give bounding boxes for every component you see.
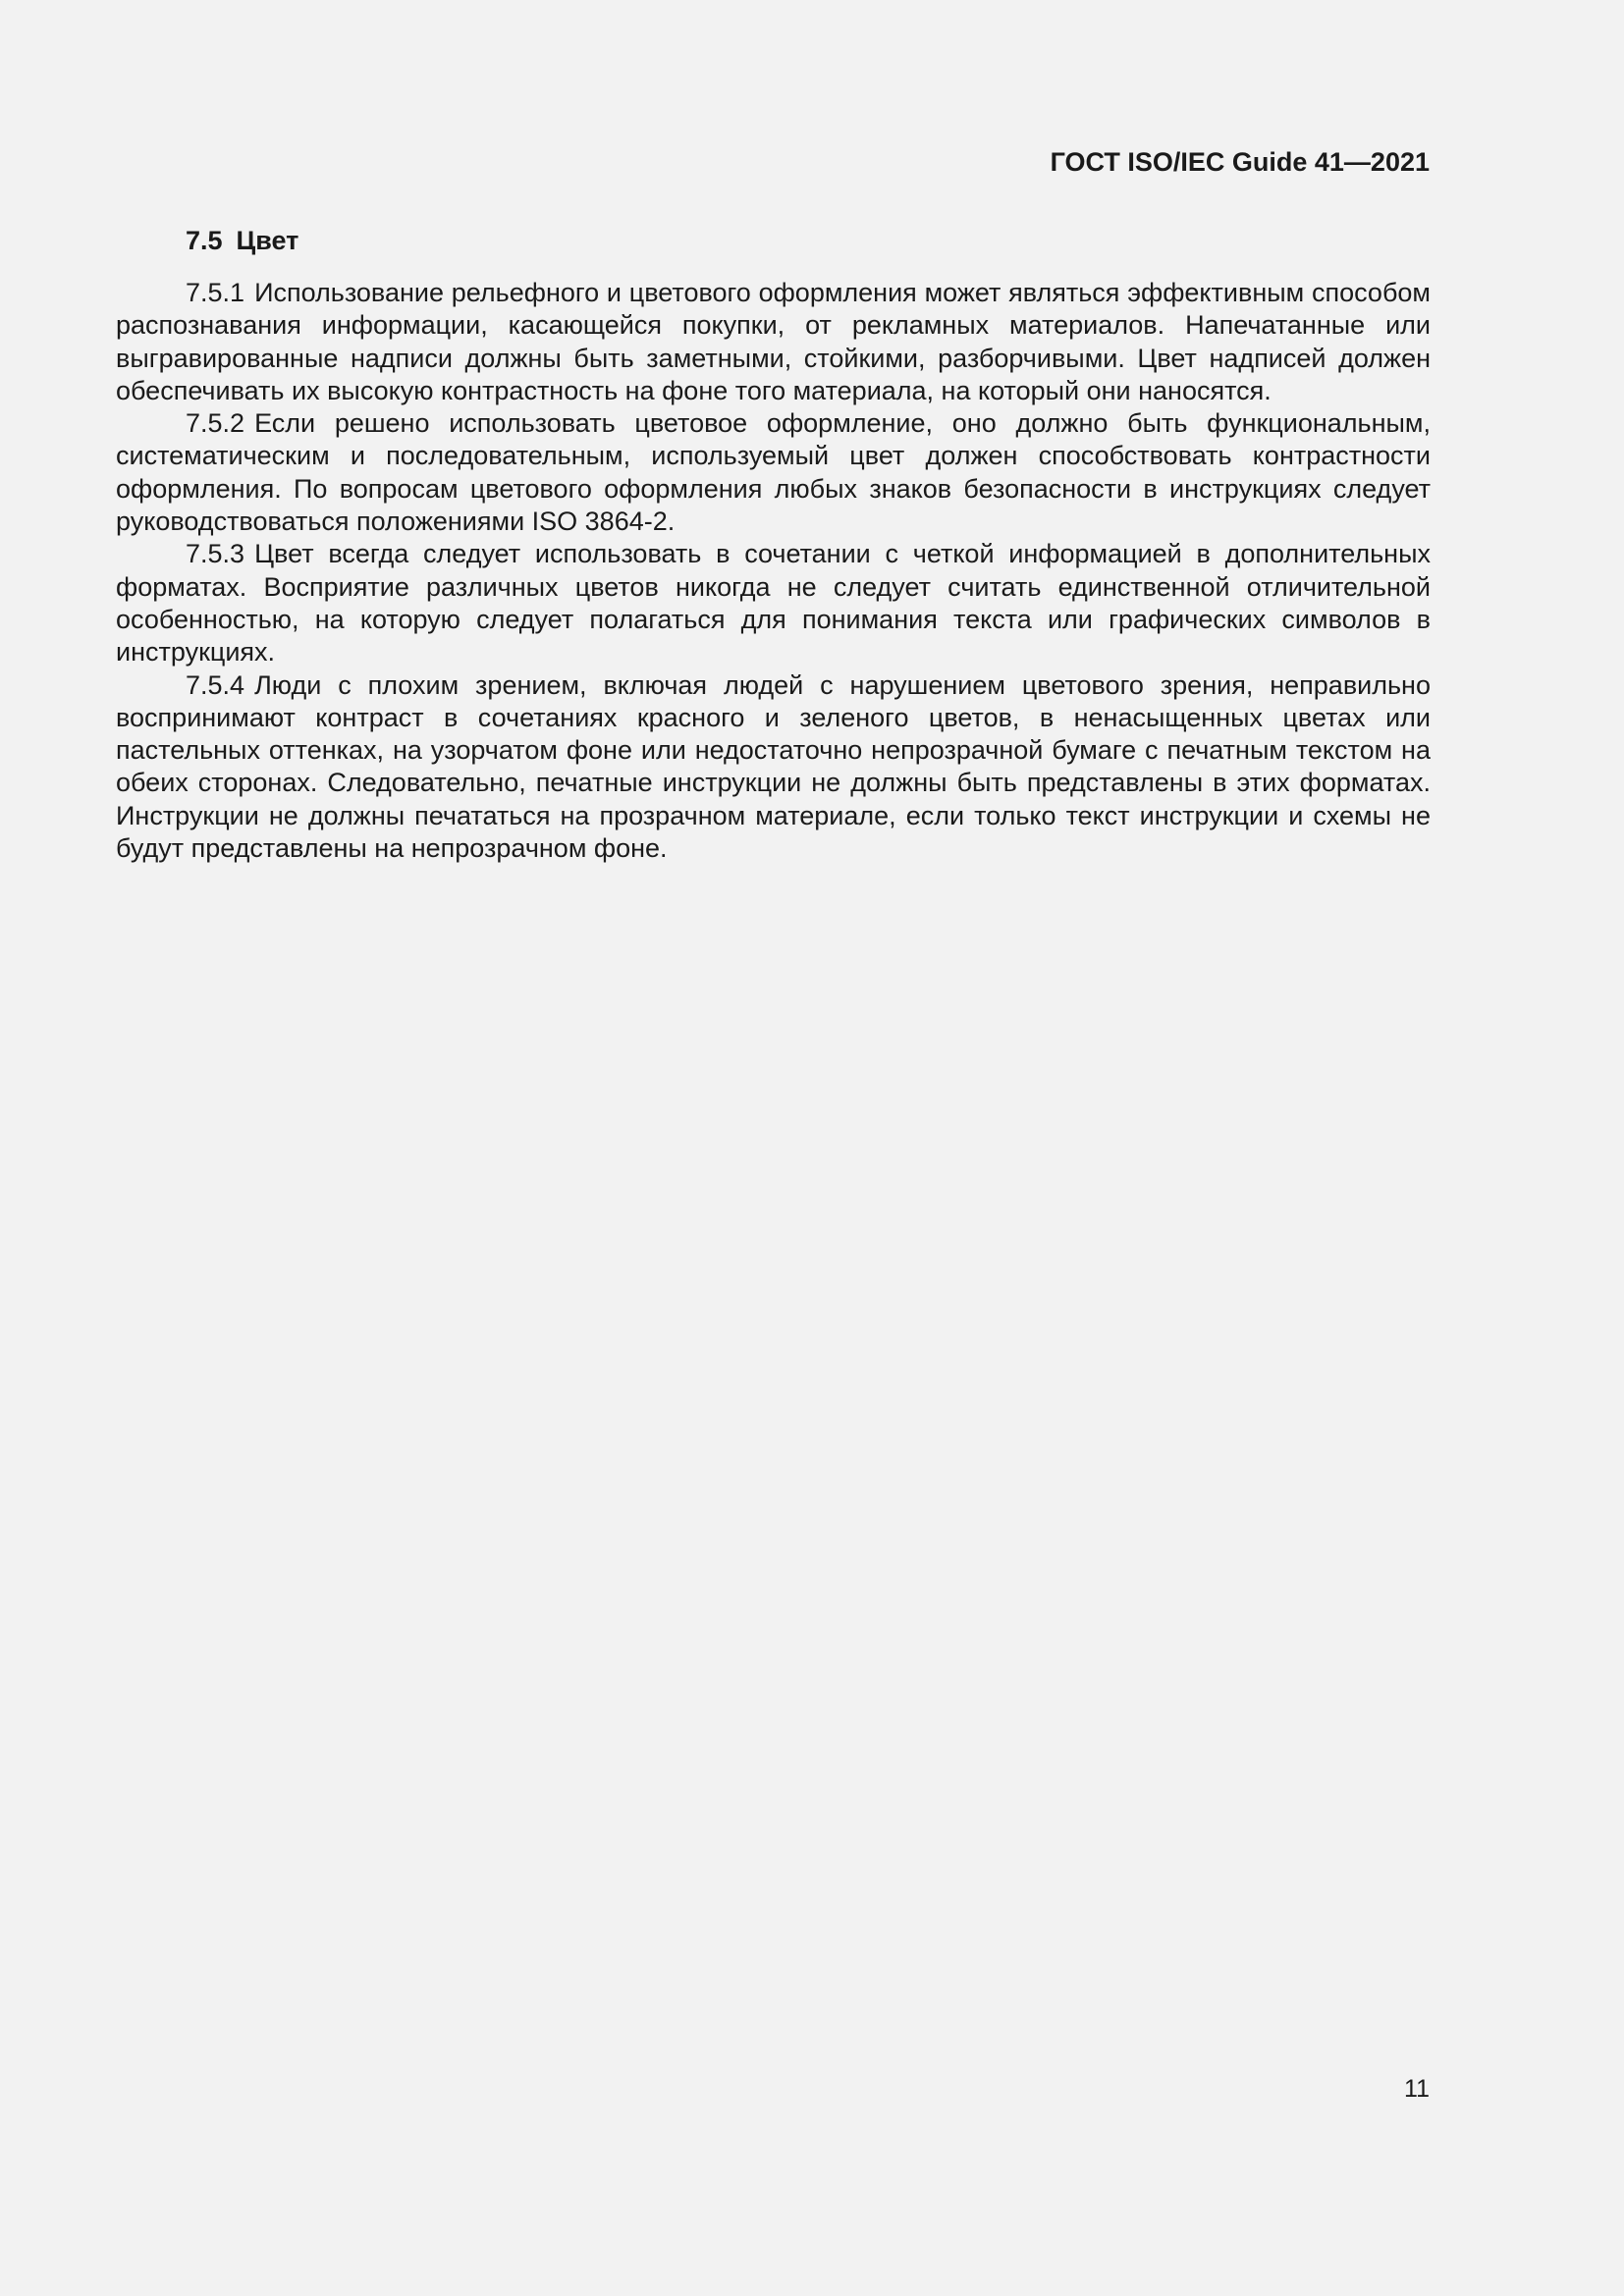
document-body — [116, 224, 1431, 865]
document-header: ГОСТ ISO/IEC Guide 41—2021 — [1050, 147, 1430, 177]
paragraph-number: 7.5.1 — [186, 278, 245, 307]
paragraph-text: Если решено использовать цветовое оформление, оно должно быть функциональным, систематическим и последовательным, используемый цвет должен способствовать контрастности оформления. По вопросам цветового оформления любых знаков безопасности в инструкциях следует руководствоваться положениями ISO 3864-2. — [116, 408, 1431, 537]
paragraph-number: 7.5.3 — [186, 539, 245, 569]
paragraph-text: Люди с плохим зрением, включая людей с нарушением цветового зрения, неправильно воспринимают контраст в сочетаниях красного и зеленого цветов, в ненасыщенных цветах или пастельных оттенках, на узорчатом фоне или недостаточно непрозрачной бумаге с печатным текстом на обеих сторонах. Следовательно, печатные инструкции не должны быть представлены в этих форматах. Инструкции не должны печататься на прозрачном материале, если только текст инструкции и схемы не будут представлены на непрозрачном фоне. — [116, 669, 1431, 864]
paragraph-text: Использование рельефного и цветового оформления может являться эффективным способом распознавания информации, касающейся покупки, от рекламных материалов. Напечатанные или выгравированные надписи должны быть заметными, стойкими, разборчивыми. Цвет надписей должен обеспечивать их высокую контрастность на фоне того материала, на который они наносятся. — [116, 278, 1431, 405]
section-heading — [116, 224, 1431, 257]
paragraph-text: Цвет всегда следует использовать в сочетании с четкой информацией в дополнительных форматах. Восприятие различных цветов никогда не следует считать единственной отличительной особенностью, на которую следует полагаться для понимания текста или графических символов в инструкциях. — [116, 539, 1431, 667]
page-number: 11 — [1404, 2075, 1430, 2103]
paragraph-7-5-3 — [116, 538, 1431, 668]
paragraph-number: 7.5.2 — [186, 408, 245, 439]
paragraph-number: 7.5.4 — [186, 669, 245, 700]
section-number: 7.5 — [186, 226, 223, 255]
paragraph-7-5-1 — [116, 277, 1431, 407]
section-title: Цвет — [236, 226, 299, 255]
paragraph-7-5-4 — [116, 669, 1431, 866]
paragraph-7-5-2 — [116, 407, 1431, 538]
